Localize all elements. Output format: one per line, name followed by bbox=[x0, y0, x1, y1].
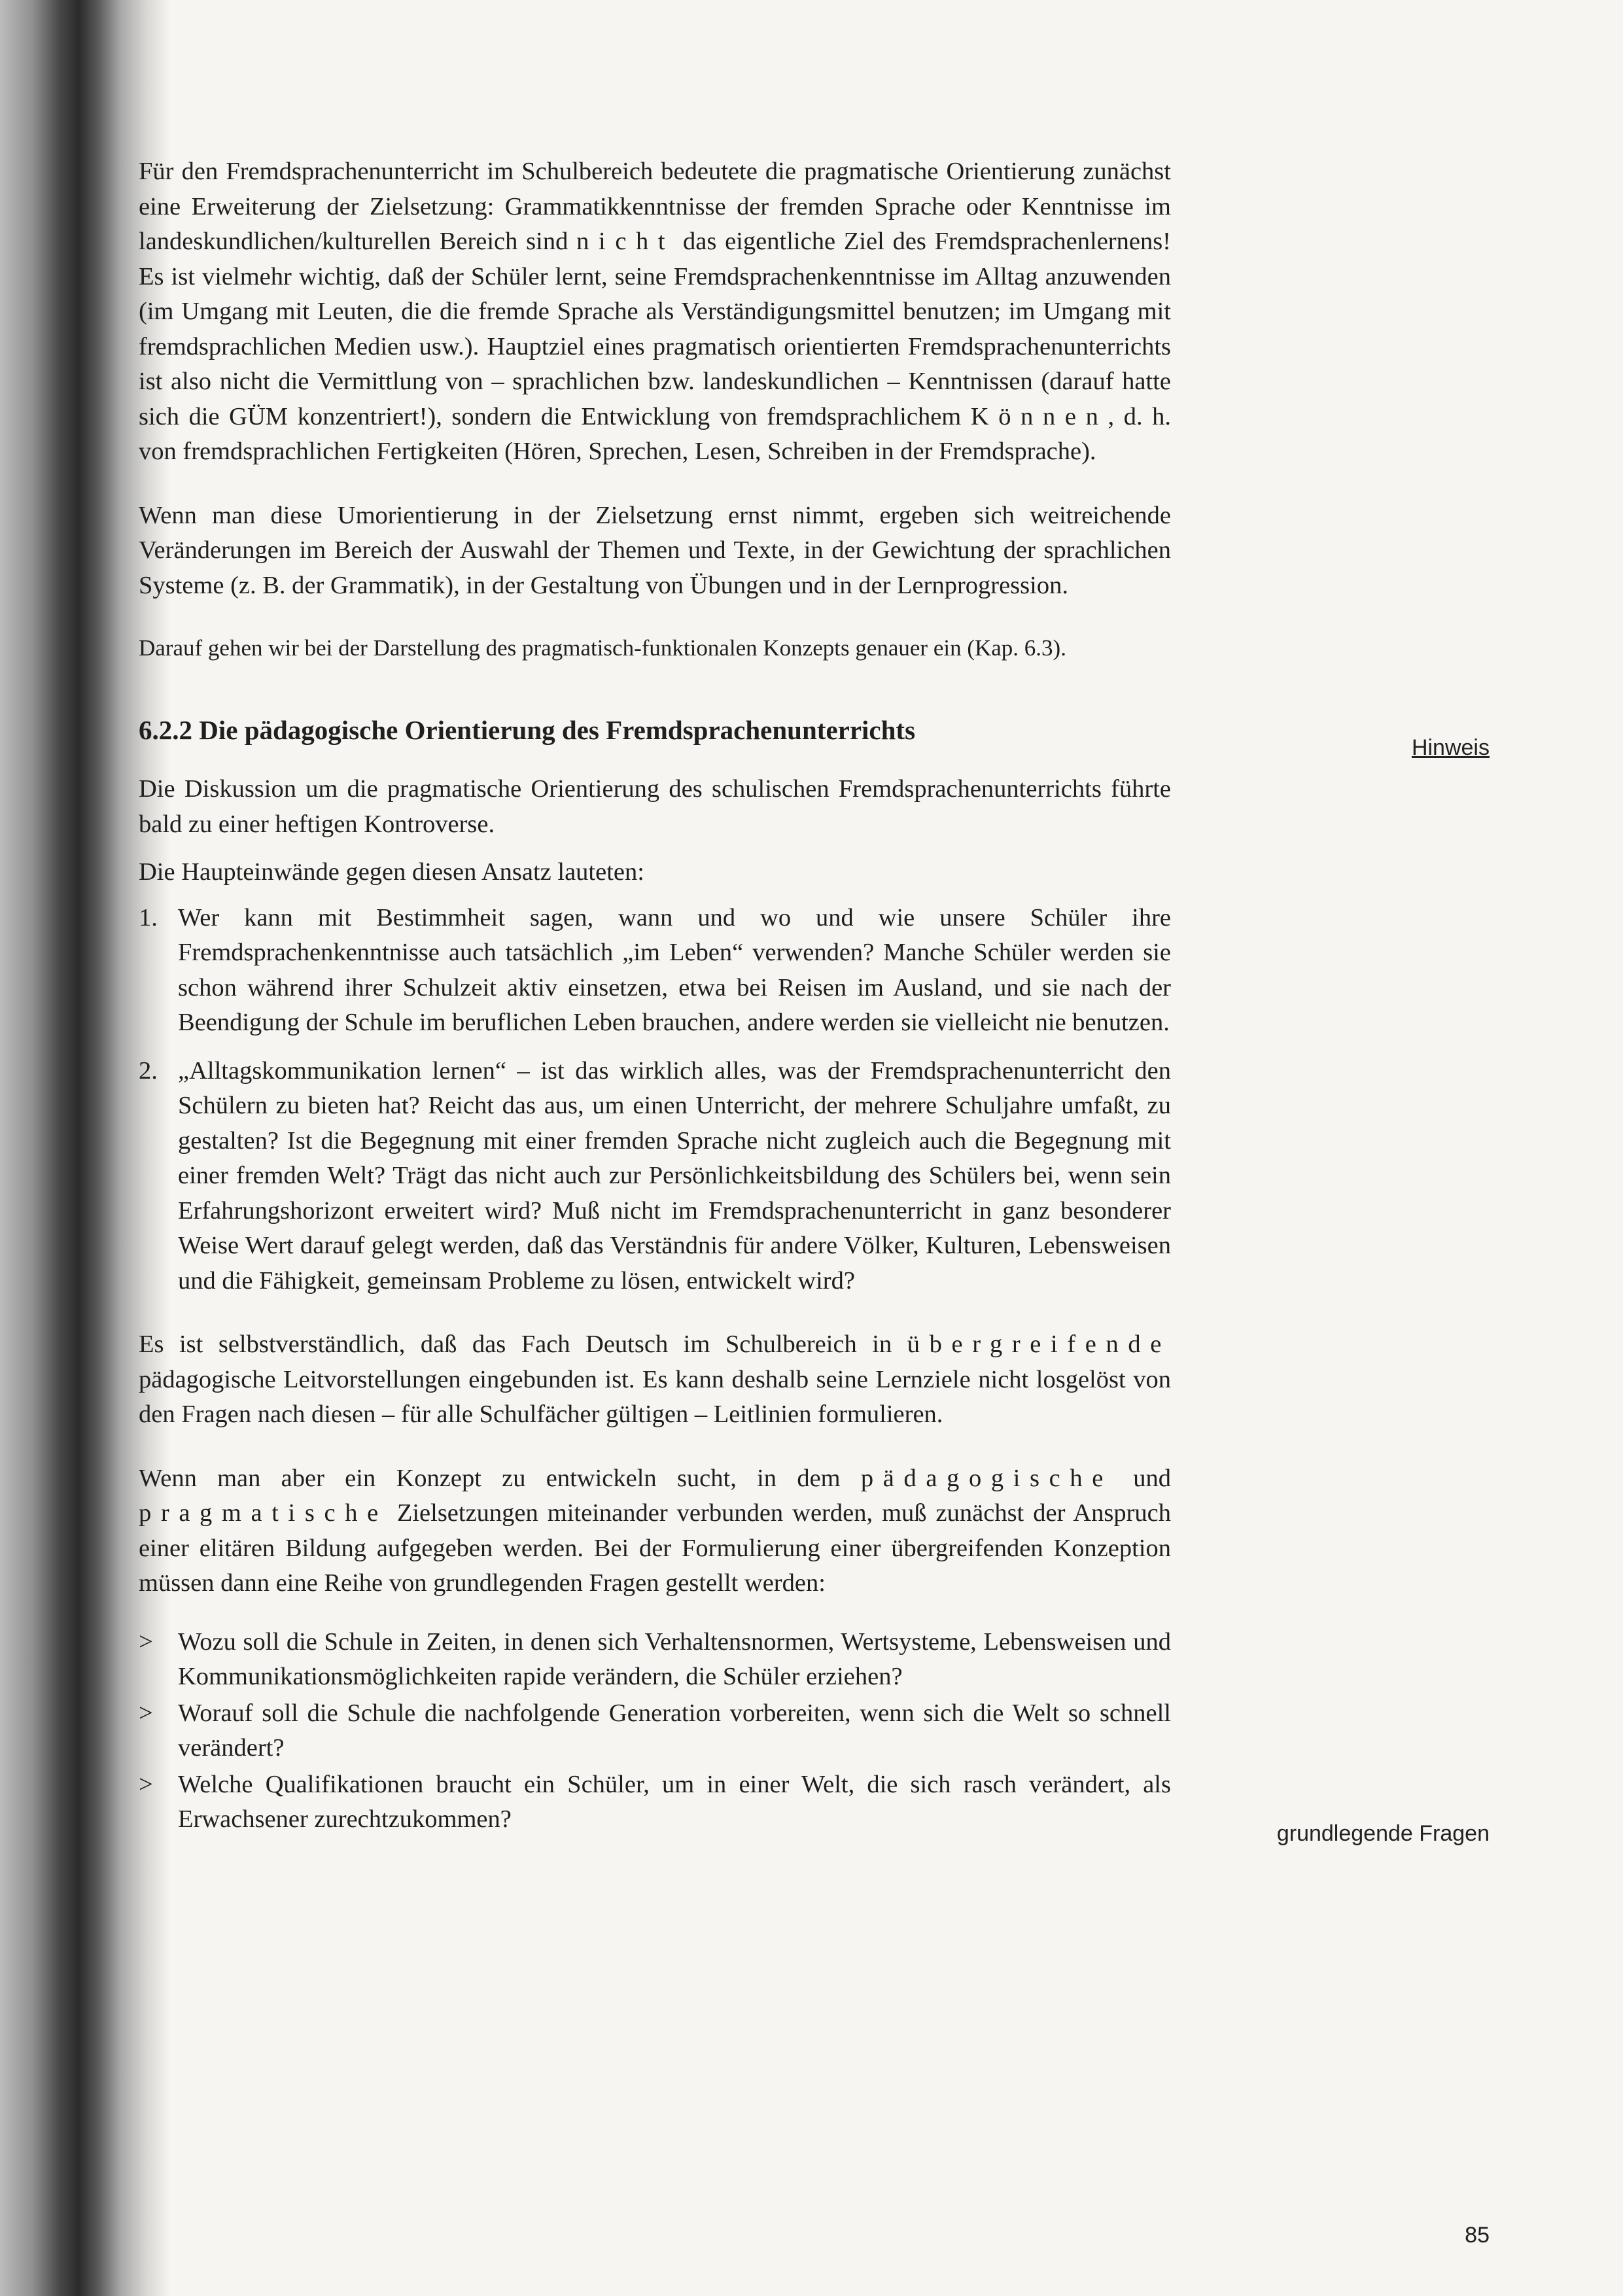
list-item bbox=[139, 1054, 1171, 1299]
list-number: 2. bbox=[139, 1056, 158, 1085]
list-item bbox=[139, 1625, 1171, 1695]
section-heading: 6.2.2 Die pädagogische Orientierung des Fremdsprachenunterrichts bbox=[139, 715, 916, 745]
emphasis-text: nicht bbox=[576, 228, 675, 255]
emphasis-text: übergreifende bbox=[907, 1331, 1171, 1358]
paragraph-text: Zielsetzungen miteinander verbunden werden, muß zunächst der Anspruch einer elitären Bildung aufgegeben werden. Bei der Formulierung einer übergreifenden Konzeption müssen dann eine Reihe von grundlegenden Fragen gestellt werden: bbox=[139, 1499, 1172, 1597]
paragraph-text: das eigentliche Ziel des Fremdsprachenlernens! Es ist vielmehr wichtig, daß der Schüler lernt, seine Fremdsprachenkenntnisse im Alltag anzuwenden (im Umgang mit Leuten, die die fremde Sprache als Verständigungsmittel benutzen; im Umgang mit fremdsprachlichen Medien usw.). Hauptziel eines pragmatisch orientierten Fremdsprachenunterrichts ist also nicht die Vermittlung von – sprachlichen bzw. landeskundlichen – Kenntnissen (darauf hatte sich die GÜM konzentriert!), sondern die Entwicklung von fremdsprachlichem bbox=[139, 228, 1172, 430]
margin-note-grundlegende-fragen: grundlegende Fragen bbox=[1276, 1821, 1490, 1846]
list-item bbox=[139, 1767, 1171, 1837]
list-item bbox=[139, 901, 1171, 1041]
paragraph-text: , d. h. von fremdsprachlichen Fertigkeiten (Hören, Sprechen, Lesen, Schreiben in der Fremdsprache). bbox=[139, 402, 1171, 465]
paragraph-objections-intro: Die Haupteinwände gegen diesen Ansatz lauteten: bbox=[139, 858, 644, 886]
paragraph-pedagogical-guidelines bbox=[139, 1327, 1171, 1433]
emphasis-text: Können bbox=[970, 402, 1108, 430]
arrow-bullet-icon: > bbox=[139, 1770, 153, 1798]
list-item-text: Wozu soll die Schule in Zeiten, in denen sich Verhaltensnormen, Wertsysteme, Lebensweisen und Kommunikationsmöglichkeiten rapide verändern, die Schüler erziehen? bbox=[178, 1627, 1171, 1690]
list-item-text: „Alltagskommunikation lernen“ – ist das wirklich alles, was der Fremdsprachenunterricht den Schülern zu bieten hat? Reicht das aus, um einen Unterricht, der mehrere Schuljahre umfaßt, zu gestalten? Ist die Begegnung mit einer fremden Sprache nicht zugleich auch die Begegnung mit einer fremden Welt? Trägt das nicht auch zur Persönlichkeitsbildung des Schülers bei, wenn sein Erfahrungshorizont erweitert wird? Muß nicht im Fremdsprachenunterricht in ganz besonderer Weise Wert darauf gelegt werden, daß das Verständnis für andere Völker, Kulturen, Lebensweisen und die Fähigkeit, gemeinsam Probleme zu lösen, entwickelt wird? bbox=[178, 1056, 1171, 1295]
emphasis-text: pädagogische bbox=[860, 1464, 1113, 1492]
paragraph-reorientation: Wenn man diese Umorientierung in der Zielsetzung ernst nimmt, ergeben sich weitreichende Veränderungen im Bereich der Auswahl der Themen und Texte, in der Gewichtung der sprachlichen Systeme (z. B. der Grammatik), in der Gestaltung von Übungen und in der Lernprogression. bbox=[139, 501, 1171, 599]
list-item-text: Wer kann mit Bestimmheit sagen, wann und wo und wie unsere Schüler ihre Fremdsprachenkenntnisse auch tatsächlich „im Leben“ verwenden? Manche Schüler werden sie schon während ihrer Schulzeit aktiv einsetzen, etwa bei Reisen im Ausland, und sie nach der Beendigung der Schule im beruflichen Leben brauchen, andere werden sie vielleicht nie benutzen. bbox=[178, 903, 1171, 1036]
page-body bbox=[139, 154, 1171, 1839]
page-number: 85 bbox=[1465, 2223, 1490, 2248]
reference-note: Darauf gehen wir bei der Darstellung des pragmatisch-funktionalen Konzepts genauer ein (Kap. 6.3). bbox=[139, 635, 1066, 661]
paragraph-text: und bbox=[1133, 1464, 1172, 1492]
objections-list bbox=[139, 901, 1171, 1299]
arrow-bullet-icon: > bbox=[139, 1627, 153, 1656]
list-number: 1. bbox=[139, 903, 158, 931]
paragraph-pragmatic-orientation bbox=[139, 154, 1171, 470]
margin-note-hinweis: Hinweis bbox=[1411, 735, 1490, 760]
paragraph-text: Für den Fremdsprachenunterricht im Schulbereich bedeutete die pragmatische Orientierung zunächst eine Erweiterung der Zielsetzung: Grammatikkenntnisse der fremden Sprache oder Kenntnisse im landeskundlichen/kulturellen Bereich sind bbox=[139, 158, 1171, 255]
list-item bbox=[139, 1696, 1171, 1766]
arrow-bullet-icon: > bbox=[139, 1699, 153, 1727]
questions-list bbox=[139, 1625, 1171, 1837]
paragraph-concept bbox=[139, 1461, 1171, 1601]
emphasis-text: pragmatische bbox=[139, 1499, 388, 1527]
paragraph-text: Es ist selbstverständlich, daß das Fach Deutsch im Schulbereich in bbox=[139, 1331, 892, 1358]
paragraph-discussion: Die Diskussion um die pragmatische Orientierung des schulischen Fremdsprachenunterrichts führte bald zu einer heftigen Kontroverse. bbox=[139, 775, 1171, 838]
paragraph-text: pädagogische Leitvorstellungen eingebunden ist. Es kann deshalb seine Lernziele nicht losgelöst von den Fragen nach diesen – für alle Schulfächer gültigen – Leitlinien formulieren. bbox=[139, 1365, 1171, 1428]
list-item-text: Worauf soll die Schule die nachfolgende Generation vorbereiten, wenn sich die Welt so schnell verändert? bbox=[178, 1699, 1171, 1762]
paragraph-text: Wenn man aber ein Konzept zu entwickeln sucht, in dem bbox=[139, 1464, 841, 1492]
list-item-text: Welche Qualifikationen braucht ein Schüler, um in einer Welt, die sich rasch verändert, als Erwachsener zurechtzukommen? bbox=[178, 1770, 1171, 1833]
